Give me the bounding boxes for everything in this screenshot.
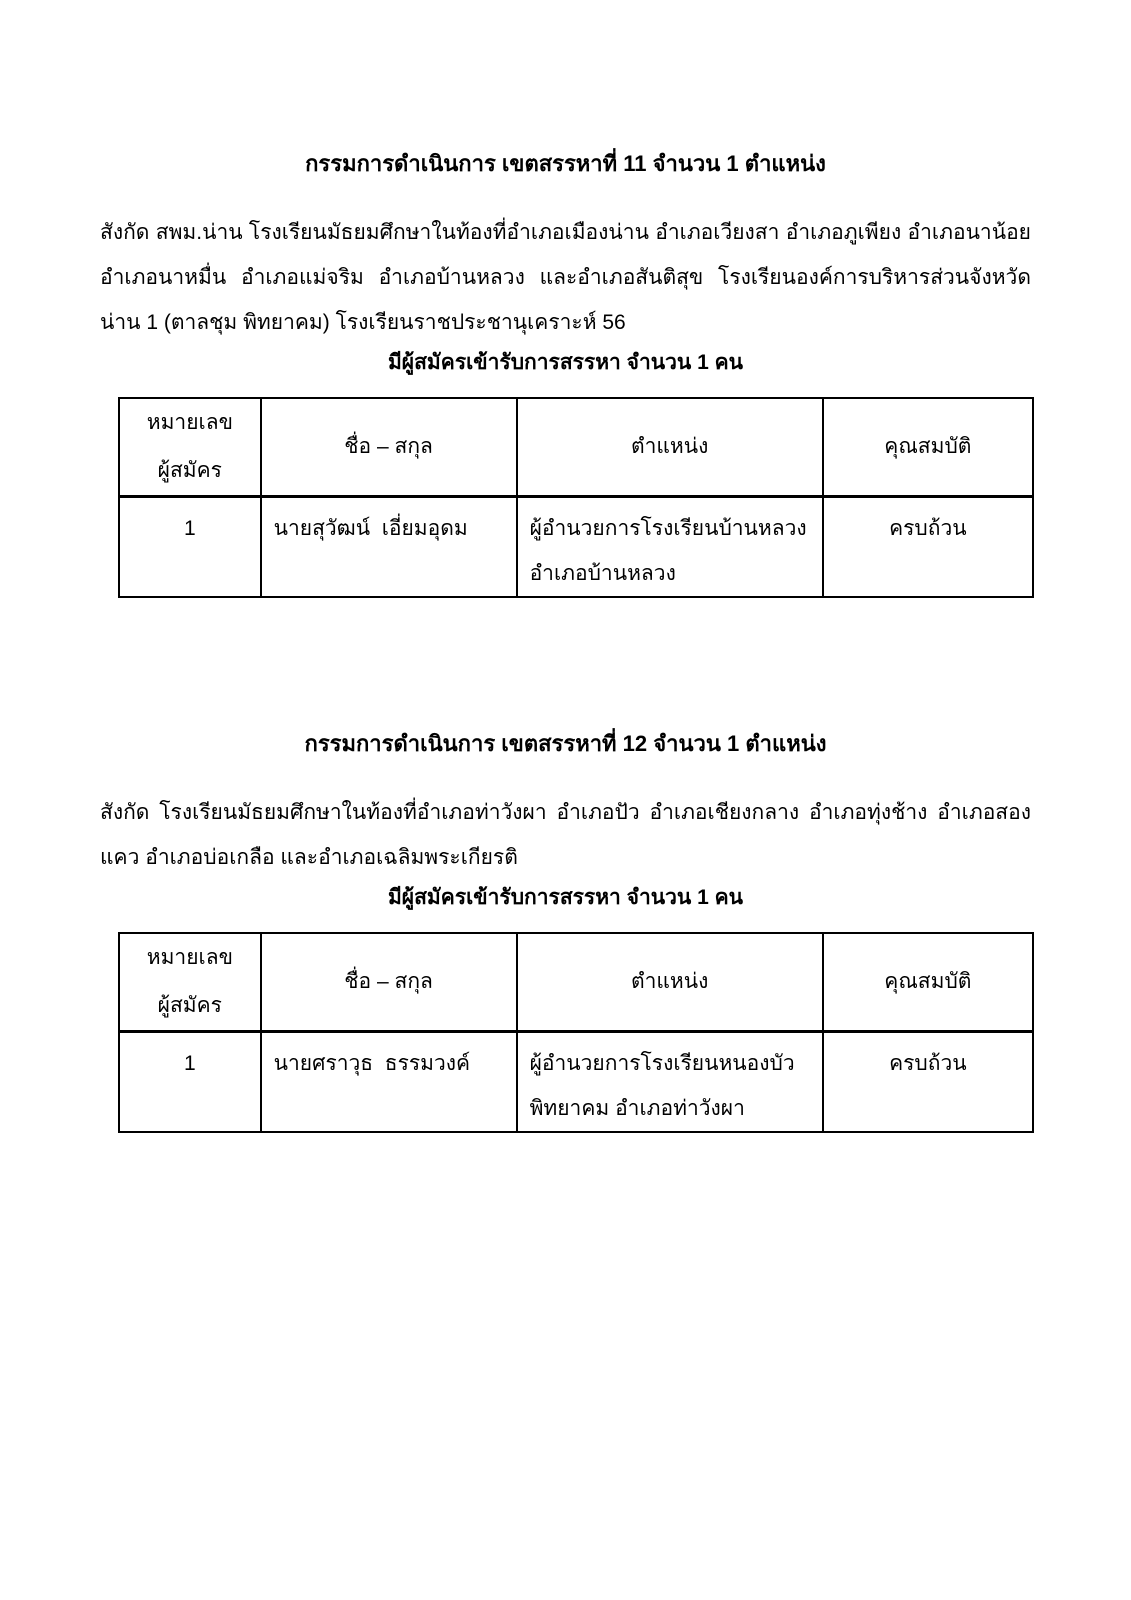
candidates-table <box>118 932 1034 1133</box>
section-description: สังกัด สพม.น่าน โรงเรียนมัธยมศึกษาในท้องที่อำเภอเมืองน่าน อำเภอเวียงสา อำเภอภูเพียง อำเภอนาน้อย อำเภอนาหมื่น อำเภอแม่จริม อำเภอบ้านหลวง และอำเภอสันติสุข โรงเรียนองค์การบริหารส่วนจังหวัดน่าน 1 (ตาลชุม พิทยาคม) โรงเรียนราชประชานุเคราะห์ 56 <box>100 221 1031 334</box>
table-header-row <box>119 398 1033 497</box>
section-heading: กรรมการดำเนินการ เขตสรรหาที่ 11 จำนวน 1 ตำแหน่ง <box>305 151 826 176</box>
column-header-number-line2: ผู้สมัคร <box>157 994 222 1017</box>
section-zone-12 <box>100 728 1031 1133</box>
column-header-position: ตำแหน่ง <box>517 933 823 1032</box>
column-header-qualification: คุณสมบัติ <box>823 933 1033 1032</box>
table-row <box>119 1032 1033 1133</box>
candidate-position-line2: พิทยาคม อำเภอท่าวังผา <box>529 1097 745 1120</box>
column-header-number-line2: ผู้สมัคร <box>157 459 222 482</box>
candidate-qualification: ครบถ้วน <box>823 497 1033 598</box>
column-header-number <box>119 933 261 1032</box>
column-header-position: ตำแหน่ง <box>517 398 823 497</box>
section-subheading: มีผู้สมัครเข้ารับการสรรหา จำนวน 1 คน <box>387 886 744 909</box>
column-header-name: ชื่อ – สกุล <box>261 398 517 497</box>
column-header-number-line1: หมายเลข <box>146 411 233 434</box>
column-header-name: ชื่อ – สกุล <box>261 933 517 1032</box>
table-header-row <box>119 933 1033 1032</box>
candidate-position-line1: ผู้อำนวยการโรงเรียนหนองบัว <box>529 1052 795 1075</box>
candidates-table <box>118 397 1034 598</box>
candidate-position-line1: ผู้อำนวยการโรงเรียนบ้านหลวง <box>529 517 807 540</box>
candidate-position <box>517 497 823 598</box>
candidate-number: 1 <box>119 497 261 598</box>
candidate-position-line2: อำเภอบ้านหลวง <box>529 562 676 585</box>
column-header-number <box>119 398 261 497</box>
section-zone-11 <box>100 148 1031 598</box>
section-description: สังกัด โรงเรียนมัธยมศึกษาในท้องที่อำเภอท่าวังผา อำเภอปัว อำเภอเชียงกลาง อำเภอทุ่งช้าง อำเภอสองแคว อำเภอบ่อเกลือ และอำเภอเฉลิมพระเกียรติ <box>100 801 1031 869</box>
candidate-position <box>517 1032 823 1133</box>
candidate-name: นายศราวุธ ธรรมวงค์ <box>261 1032 517 1133</box>
column-header-qualification: คุณสมบัติ <box>823 398 1033 497</box>
table-row <box>119 497 1033 598</box>
candidate-number: 1 <box>119 1032 261 1133</box>
section-heading: กรรมการดำเนินการ เขตสรรหาที่ 12 จำนวน 1 ตำแหน่ง <box>304 731 827 756</box>
candidate-qualification: ครบถ้วน <box>823 1032 1033 1133</box>
candidate-name: นายสุวัฒน์ เอี่ยมอุดม <box>261 497 517 598</box>
section-subheading: มีผู้สมัครเข้ารับการสรรหา จำนวน 1 คน <box>387 351 744 374</box>
column-header-number-line1: หมายเลข <box>146 946 233 969</box>
